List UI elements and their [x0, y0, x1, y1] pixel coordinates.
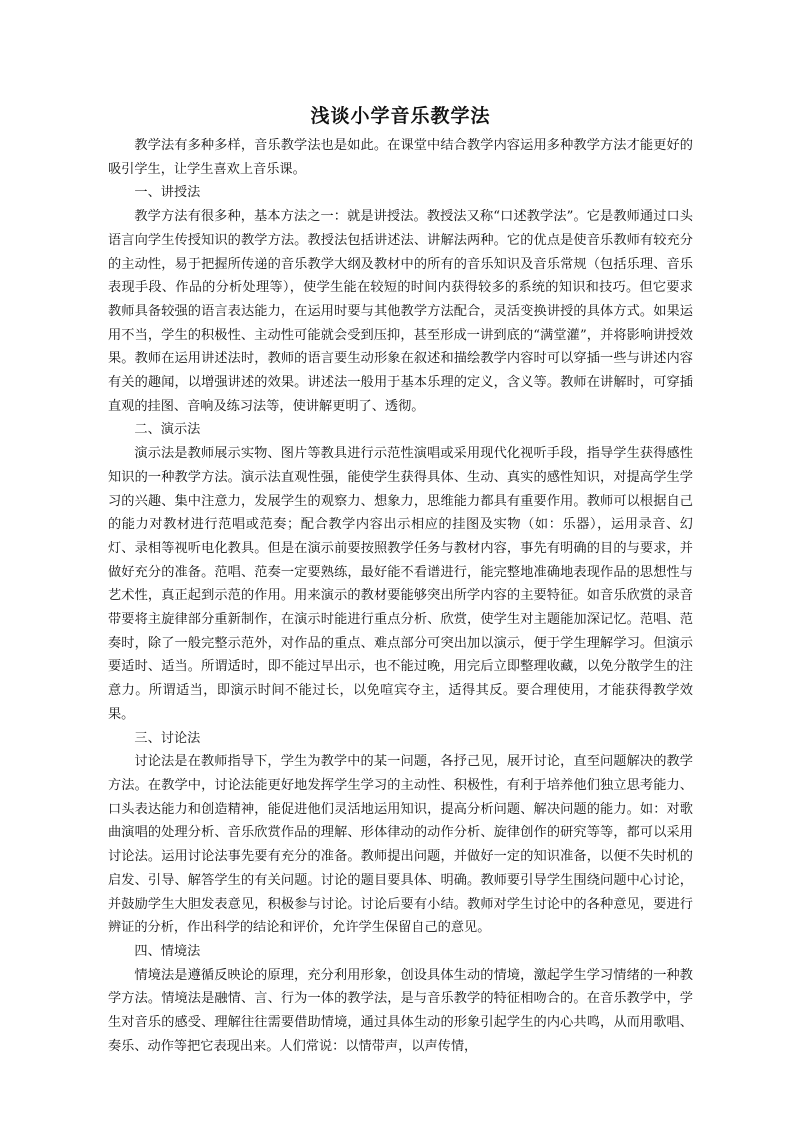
- document-title: 浅谈小学音乐教学法: [310, 105, 491, 127]
- section-body: 演示法是教师展示实物、图片等教具进行示范性演唱或采用现代化视听手段，指导学生获得感性知识的一种教学方法。演示法直观性强，能使学生获得具体、生动、真实的感性知识，对提高学生学习的兴趣、集中注意力，发展学生的观察力、想象力，思维能力都具有重要作用。教师可以根据自己的能力对教材进行范唱或范奏；配合教学内容出示相应的挂图及实物（如：乐器），运用录音、幻灯、录相等视听电化教具。但是在演示前要按照教学任务与教材内容，事先有明确的目的与要求，并做好充分的准备。范唱、范奏一定要熟练，最好能不看谱进行，能完整地准确地表现作品的思想性与艺术性，真正起到示范的作用。用来演示的教材要能够突出所学内容的主要特征。如音乐欣赏的录音带要将主旋律部分重新制作，在演示时能进行重点分析、欣赏，使学生对主题能加深记忆。范唱、范奏时，除了一般完整示范外，对作品的重点、难点部分可突出加以演示，便于学生理解学习。但演示要适时、适当。所谓适时，即不能过早出示，也不能过晚，用完后立即整理收藏，以免分散学生的注意力。所谓适当，即演示时间不能过长，以免喧宾夺主，适得其反。要合理使用，才能获得教学效果。: [108, 446, 693, 722]
- section-body: 情境法是遵循反映论的原理，充分利用形象，创设具体生动的情境，激起学生学习情绪的一种教学方法。情境法是融情、言、行为一体的教学法，是与音乐教学的特征相吻合的。在音乐教学中，学生对音乐的感受、理解往往需要借助情境，通过具体生动的形象引起学生的内心共鸣，从而用歌唱、奏乐、动作等把它表现出来。人们常说：以情带声，以声传情，: [108, 967, 693, 1054]
- document-page: [108, 100, 693, 1058]
- section-lecture: [108, 181, 693, 418]
- section-discussion: [108, 727, 693, 940]
- section-situation: [108, 940, 693, 1059]
- section-heading: 一、讲授法: [134, 185, 201, 201]
- section-body: 教学方法有很多种，基本方法之一：就是讲授法。教授法又称“口述教学法”。它是教师通过口头语言向学生传授知识的教学方法。教授法包括讲述法、讲解法两种。它的优点是使音乐教师有较充分的主动性，易于把握所传递的音乐教学大纲及教材中的所有的音乐知识及音乐常规（包括乐理、音乐表现手段、作品的分析处理等），使学生能在较短的时间内获得较多的系统的知识和技巧。但它要求教师具备较强的语言表达能力，在运用时要与其他教学方法配合，灵活变换讲授的具体方式。如果运用不当，学生的积极性、主动性可能就会受到压抑，甚至形成一讲到底的“满堂灌”，并将影响讲授效果。教师在运用讲述法时，教师的语言要生动形象在叙述和描绘教学内容时可以穿插一些与讲述内容有关的趣闻，以增强讲述的效果。讲述法一般用于基本乐理的定义，含义等。教师在讲解时，可穿插直观的挂图、音响及练习法等，使讲解更明了、透彻。: [108, 209, 693, 414]
- section-heading: 四、情境法: [134, 943, 201, 959]
- section-demonstration: [108, 418, 693, 726]
- intro-paragraph: 教学法有多种多样，音乐教学法也是如此。在课堂中结合教学内容运用多种教学方法才能更好的吸引学生，让学生喜欢上音乐课。: [108, 138, 693, 177]
- section-body: 讨论法是在教师指导下，学生为教学中的某一问题，各抒己见，展开讨论，直至问题解决的教学方法。在教学中，讨论法能更好地发挥学生学习的主动性、积极性，有利于培养他们独立思考能力、口头表达能力和创造精神，能促进他们灵活地运用知识，提高分析问题、解决问题的能力。如：对歌曲演唱的处理分析、音乐欣赏作品的理解、形体律动的动作分析、旋律创作的研究等等，都可以采用讨论法。运用讨论法事先要有充分的准备。教师提出问题，并做好一定的知识准备，以便不失时机的启发、引导、解答学生的有关问题。讨论的题目要具体、明确。教师要引导学生围绕问题中心讨论，并鼓励学生大胆发表意见，积极参与讨论。讨论后要有小结。教师对学生讨论中的各种意见，要进行辨证的分析，作出科学的结论和评价，允许学生保留自己的意见。: [108, 754, 693, 936]
- section-heading: 二、演示法: [134, 422, 201, 438]
- section-heading: 三、讨论法: [134, 730, 201, 746]
